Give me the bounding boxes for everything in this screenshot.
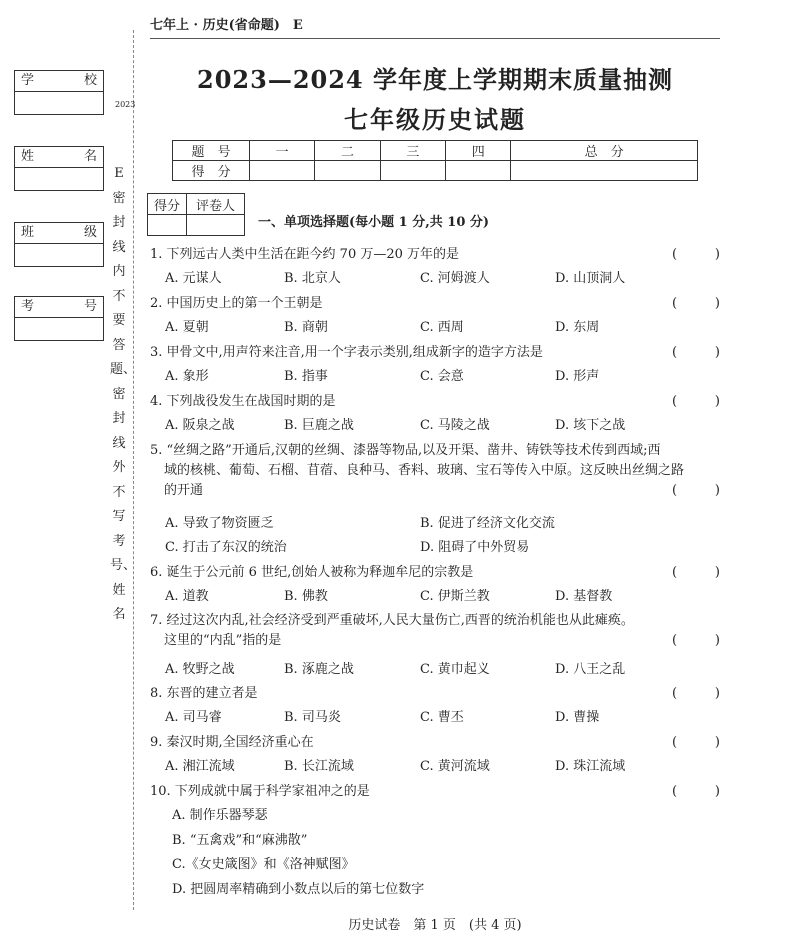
grader-score-blank[interactable] [148, 215, 187, 236]
question-stem-line: 的开通 [164, 483, 204, 498]
header-rule [150, 38, 720, 39]
option: C. 黄河流域 [420, 759, 490, 774]
option: B. 指事 [284, 369, 328, 384]
exam-number-field[interactable] [14, 296, 104, 341]
seal-notice: E密封线内不要答题、密封线外不写考号、姓名 [110, 166, 137, 622]
paren-close: ) [714, 565, 720, 580]
answer-paren[interactable] [672, 294, 720, 314]
field-label-right: 级 [83, 225, 97, 240]
section-heading: 一、单项选择题(每小题 1 分,共 10 分) [258, 215, 490, 230]
option: B. 佛教 [284, 589, 328, 604]
paren-close: ) [714, 394, 720, 409]
question-9 [150, 733, 720, 753]
grader-blank[interactable] [187, 215, 245, 236]
class-field[interactable] [14, 222, 104, 267]
option: D. 基督教 [555, 589, 613, 604]
option: B. 促进了经济文化交流 [420, 516, 555, 531]
answer-paren[interactable] [672, 782, 720, 802]
question-1 [150, 245, 720, 265]
question-stem-line: 这里的“内乱”指的是 [164, 633, 282, 648]
exam-subtitle: 七年级历史试题 [344, 105, 526, 134]
option: C. 河姆渡人 [420, 271, 490, 286]
option: C. 西周 [420, 320, 464, 335]
option: D. 曹操 [555, 710, 600, 725]
option: C. 黄巾起义 [420, 662, 490, 677]
option: B. 司马炎 [284, 710, 341, 725]
question-stem: 9. 秦汉时期,全国经济重心在 [150, 735, 314, 750]
page-footer: 历史试卷 第 1 页 (共 4 页) [348, 918, 522, 933]
option: D. 垓下之战 [555, 418, 626, 433]
score-cell: 二 [315, 141, 380, 161]
question-stem: 3. 甲骨文中,用声符来注音,用一个字表示类别,组成新字的造字方法是 [150, 345, 543, 360]
field-label-left: 姓 [21, 149, 35, 164]
exam-number-blank[interactable] [15, 318, 103, 340]
grader-box [147, 193, 245, 236]
paren-close: ) [714, 686, 720, 701]
field-label-left: 考 [21, 299, 35, 314]
paren-close: ) [714, 247, 720, 262]
question-stem: 10. 下列成就中属于科学家祖冲之的是 [150, 784, 370, 799]
answer-paren[interactable] [672, 392, 720, 412]
option: A. 牧野之战 [165, 662, 235, 677]
score-blank[interactable] [511, 161, 698, 181]
option: A. 湘江流域 [165, 759, 235, 774]
option: A. 制作乐器琴瑟 [172, 808, 268, 823]
option: B. 涿鹿之战 [284, 662, 354, 677]
question-2 [150, 294, 720, 314]
paren-open: ( [672, 735, 678, 750]
school-field[interactable] [14, 70, 104, 115]
field-label-right: 号 [83, 299, 97, 314]
score-blank[interactable] [315, 161, 380, 181]
paren-close: ) [714, 483, 720, 498]
option: D. 把圆周率精确到小数点以后的第七位数字 [172, 882, 425, 897]
school-blank[interactable] [15, 92, 103, 114]
field-label-right: 校 [83, 73, 97, 88]
option: C. 伊斯兰教 [420, 589, 490, 604]
score-blank[interactable] [446, 161, 511, 181]
paren-open: ( [672, 345, 678, 360]
answer-paren[interactable] [672, 733, 720, 753]
page-header: 七年上 · 历史(省命题) E [150, 18, 303, 33]
paren-open: ( [672, 247, 678, 262]
option: A. 元谋人 [165, 271, 222, 286]
option: B. 巨鹿之战 [284, 418, 354, 433]
question-5 [150, 441, 720, 501]
answer-paren[interactable] [672, 245, 720, 265]
question-stem: 2. 中国历史上的第一个王朝是 [150, 296, 323, 311]
paren-open: ( [672, 394, 678, 409]
score-value-row [173, 161, 698, 181]
option: D. 八王之乱 [555, 662, 626, 677]
option: B. 北京人 [284, 271, 341, 286]
option: C. 会意 [420, 369, 464, 384]
paren-close: ) [714, 735, 720, 750]
binding-line [133, 30, 134, 910]
question-stem: 1. 下列远古人类中生活在距今约 70 万—20 万年的是 [150, 247, 460, 262]
paren-open: ( [672, 296, 678, 311]
option: A. 象形 [165, 369, 209, 384]
option: C. 曹丕 [420, 710, 464, 725]
question-stem-line: 域的核桃、葡萄、石榴、苜蓿、良种马、香料、玻璃、宝石等传入中原。这反映出丝绸之路 [164, 463, 685, 478]
question-stem: 6. 诞生于公元前 6 世纪,创始人被称为释迦牟尼的宗教是 [150, 565, 474, 580]
paren-open: ( [672, 784, 678, 799]
option: D. 山顶洞人 [555, 271, 626, 286]
question-3 [150, 343, 720, 363]
field-label-right: 名 [83, 149, 97, 164]
paren-close: ) [714, 345, 720, 360]
answer-paren[interactable] [672, 684, 720, 704]
score-blank[interactable] [380, 161, 445, 181]
option: D. 阻碍了中外贸易 [420, 540, 530, 555]
question-8 [150, 684, 720, 704]
answer-paren[interactable] [672, 343, 720, 363]
option: D. 形声 [555, 369, 600, 384]
field-label-left: 班 [21, 225, 35, 240]
score-cell: 题 号 [173, 141, 250, 161]
answer-paren[interactable] [672, 481, 720, 501]
paren-open: ( [672, 565, 678, 580]
option: A. 道教 [165, 589, 209, 604]
class-blank[interactable] [15, 244, 103, 266]
question-stem: 8. 东晋的建立者是 [150, 686, 258, 701]
option: C. 马陵之战 [420, 418, 490, 433]
question-7 [150, 611, 720, 651]
option: B. 商朝 [284, 320, 328, 335]
name-blank[interactable] [15, 168, 103, 190]
score-table [172, 140, 698, 181]
option: C.《女史箴图》和《洛神赋图》 [172, 857, 355, 872]
paren-open: ( [672, 686, 678, 701]
option: C. 打击了东汉的统治 [165, 540, 287, 555]
exam-title: 2023—2024 学年度上学期期末质量抽测 [197, 65, 673, 94]
grader-label: 评卷人 [187, 194, 245, 215]
option: A. 阪泉之战 [165, 418, 235, 433]
name-field[interactable] [14, 146, 104, 191]
paren-close: ) [714, 296, 720, 311]
score-cell: 一 [250, 141, 315, 161]
score-header-row [173, 141, 698, 161]
answer-paren[interactable] [672, 631, 720, 651]
option: A. 导致了物资匮乏 [165, 516, 274, 531]
score-row-label: 得 分 [173, 161, 250, 181]
score-blank[interactable] [250, 161, 315, 181]
question-stem: 4. 下列战役发生在战国时期的是 [150, 394, 336, 409]
option: A. 夏朝 [165, 320, 209, 335]
paren-open: ( [672, 633, 678, 648]
option: B. “五禽戏”和“麻沸散” [172, 833, 308, 848]
field-label-left: 学 [21, 73, 35, 88]
question-6 [150, 563, 720, 583]
option: A. 司马睿 [165, 710, 222, 725]
paren-close: ) [714, 633, 720, 648]
question-10 [150, 782, 720, 802]
answer-paren[interactable] [672, 563, 720, 583]
score-cell: 三 [380, 141, 445, 161]
paren-close: ) [714, 784, 720, 799]
option: D. 珠江流域 [555, 759, 626, 774]
option: B. 长江流域 [284, 759, 354, 774]
grader-score-label: 得分 [148, 194, 187, 215]
option: D. 东周 [555, 320, 600, 335]
vertical-year: 2023 [115, 100, 136, 109]
score-cell: 总 分 [511, 141, 698, 161]
paren-open: ( [672, 483, 678, 498]
question-4 [150, 392, 720, 412]
question-stem-line: 5. “丝绸之路”开通后,汉朝的丝绸、漆器等物品,以及开渠、凿井、铸铁等技术传到西域;西 [150, 443, 661, 458]
score-cell: 四 [446, 141, 511, 161]
question-stem-line: 7. 经过这次内乱,社会经济受到严重破坏,人民大量伤亡,西晋的统治机能也从此瘫痪。 [150, 613, 634, 628]
